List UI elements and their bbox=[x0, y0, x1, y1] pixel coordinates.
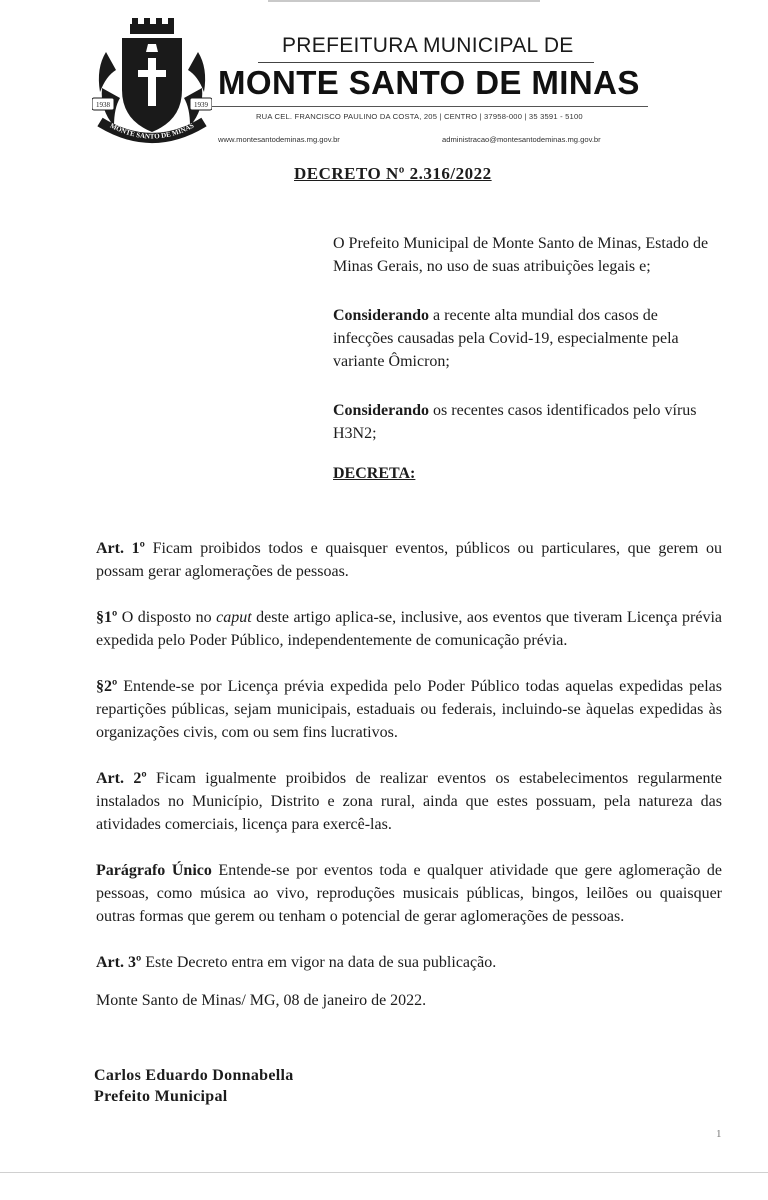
scan-edge-bottom bbox=[0, 1172, 768, 1173]
header-municipality-name: MONTE SANTO DE MINAS bbox=[218, 64, 640, 101]
crest-year-left: 1938 bbox=[96, 101, 110, 109]
scan-edge-top bbox=[268, 0, 540, 2]
article-1-label: Art. 1º bbox=[96, 540, 145, 557]
considerando-1 bbox=[333, 304, 721, 373]
date-line: Monte Santo de Minas/ MG, 08 de janeiro de 2022. bbox=[96, 992, 427, 1009]
paragraph-unico-text: Entende-se por eventos toda e qualquer atividade que gere aglomeração de pessoas, como música ao vivo, reproduções musicais públicas, bingos, leilões ou quaisquer outras formas que gerem ou tenham o potencial de gerar aglomerações de pessoas. bbox=[96, 862, 722, 925]
article-1-text: Ficam proibidos todos e quaisquer eventos, públicos ou particulares, que gerem ou possam gerar aglomerações de pessoas. bbox=[96, 540, 722, 580]
article-2-label: Art. 2º bbox=[96, 770, 147, 787]
header-line-1: PREFEITURA MUNICIPAL DE bbox=[282, 34, 574, 57]
paragraph-2-label: §2º bbox=[96, 678, 118, 695]
signer-name: Carlos Eduardo Donnabella bbox=[94, 1067, 294, 1084]
paragraph-1-label: §1º bbox=[96, 609, 118, 626]
considerando-2 bbox=[333, 399, 721, 445]
article-2-text: Ficam igualmente proibidos de realizar eventos os estabelecimentos regularmente instalados no Município, Distrito e zona rural, ainda que estes possuam, pela natureza das atividades comerciais, licença para exercê-las. bbox=[96, 770, 722, 833]
decreta-heading: DECRETA: bbox=[333, 465, 416, 482]
municipal-coat-of-arms-icon bbox=[92, 18, 212, 148]
paragraph-1-text-after: deste artigo aplica-se, inclusive, aos eventos que tiveram Licença prévia expedida pelo Poder Público, independentemente de comunicação prévia. bbox=[96, 609, 722, 649]
paragraph-1 bbox=[96, 606, 722, 652]
preamble-intro: O Prefeito Municipal de Monte Santo de Minas, Estado de Minas Gerais, no uso de suas atribuições legais e; bbox=[333, 235, 709, 275]
article-3-label: Art. 3º bbox=[96, 954, 142, 971]
decree-title: DECRETO Nº 2.316/2022 bbox=[294, 164, 492, 183]
paragraph-1-caput: caput bbox=[216, 609, 252, 626]
paragraph-1-text-before: O disposto no bbox=[117, 609, 217, 626]
header-address: RUA CEL. FRANCISCO PAULINO DA COSTA, 205 | CENTRO | 37958-000 | 35 3591 - 5100 bbox=[256, 112, 583, 121]
article-1 bbox=[96, 537, 722, 583]
article-3-text: Este Decreto entra em vigor na data de sua publicação. bbox=[141, 954, 497, 971]
paragraph-unico-label: Parágrafo Único bbox=[96, 862, 212, 879]
header-divider-top bbox=[258, 62, 594, 63]
decree-articles bbox=[96, 537, 722, 974]
header-website: www.montesantodeminas.mg.gov.br bbox=[218, 135, 340, 144]
crest-year-right: 1939 bbox=[194, 101, 208, 109]
header-divider-bottom bbox=[212, 106, 648, 107]
paragraph-2 bbox=[96, 675, 722, 744]
header-email: administracao@montesantodeminas.mg.gov.br bbox=[442, 135, 601, 144]
article-3 bbox=[96, 951, 722, 974]
considerando-1-text: a recente alta mundial dos casos de infecções causadas pela Covid-19, especialmente pela variante Ômicron; bbox=[333, 307, 679, 370]
article-2 bbox=[96, 767, 722, 836]
considerando-1-label: Considerando bbox=[333, 307, 430, 324]
considerando-2-text: os recentes casos identificados pelo vírus H3N2; bbox=[333, 402, 697, 442]
paragraph-2-text: Entende-se por Licença prévia expedida pelo Poder Público todas aquelas expedidas pelas repartições públicas, sejam municipais, estaduais ou federais, incluindo-se àquelas expedidas às organizações civis, com ou sem fins lucrativos. bbox=[96, 678, 722, 741]
paragraph-unico bbox=[96, 859, 722, 928]
page-number: 1 bbox=[716, 1128, 722, 1140]
considerando-2-label: Considerando bbox=[333, 402, 430, 419]
decree-preamble bbox=[333, 232, 721, 445]
signer-role: Prefeito Municipal bbox=[94, 1088, 228, 1105]
crest-banner-text: MONTE SANTO DE MINAS bbox=[108, 121, 196, 141]
